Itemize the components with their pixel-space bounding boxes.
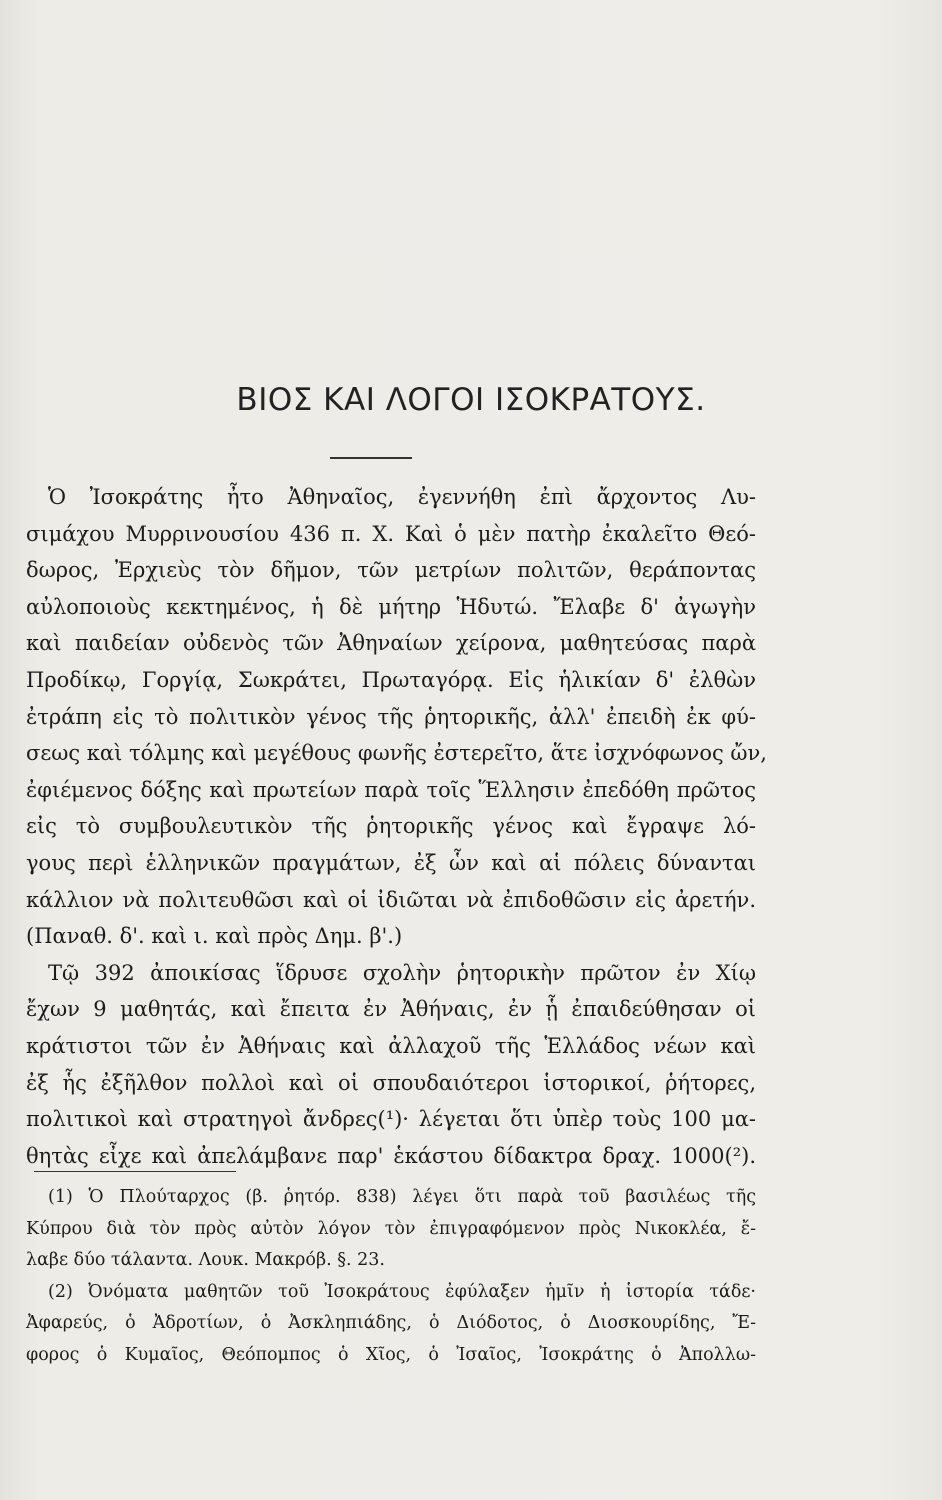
footnote-line: φορος ὁ Κυμαῖος, Θεόπομπος ὁ Χῖος, ὁ Ἰσαῖος, Ἰσοκράτης ὁ Ἀπολλω- <box>26 1344 756 1365</box>
text-line: Τῷ 392 ἀποικίσας ἵδρυσε σχολὴν ῥητορικὴν πρῶτον ἐν Χίῳ <box>48 960 756 985</box>
text-line: ἐφιέμενος δόξης καὶ πρωτείων παρὰ τοῖς Ἕλλησιν ἐπεδόθη πρῶτος <box>26 777 756 802</box>
text-line: ἔχων 9 μαθητάς, καὶ ἔπειτα ἐν Ἀθήναις, ἐν ᾗ ἐπαιδεύθησαν οἱ <box>26 997 756 1022</box>
footnotes <box>26 1182 756 1371</box>
footnote-line: Ἀφαρεύς, ὁ Ἀδροτίων, ὁ Ἀσκληπιάδης, ὁ Διόδοτος, ὁ Διοσκουρίδης, Ἔ- <box>26 1313 756 1333</box>
footnote-line: λαβε δύο τάλαντα. Λουκ. Μακρόβ. §. 23. <box>26 1250 385 1270</box>
footnote-line: (2) Ὀνόματα μαθητῶν τοῦ Ἰσοκράτους ἐφύλαξεν ἡμῖν ἡ ἱστορία τάδε· <box>48 1281 756 1302</box>
text-line: δωρος, Ἐρχιεὺς τὸν δῆμον, τῶν μετρίων πολιτῶν, θεράποντας <box>26 558 756 583</box>
text-line: θητὰς εἶχε καὶ ἀπελάμβανε παρ' ἑκάστου δίδακτρα δραχ. 1000(²). <box>26 1143 756 1168</box>
text-line: (Παναθ. δ'. καὶ ι. καὶ πρὸς Δημ. β'.) <box>26 924 403 949</box>
text-line: κράτιστοι τῶν ἐν Ἀθήναις καὶ ἀλλαχοῦ τῆς Ἑλλάδος νέων καὶ <box>26 1033 756 1058</box>
text-line: κάλλιον νὰ πολιτευθῶσι καὶ οἱ ἰδιῶται νὰ ἐπιδοθῶσιν εἰς ἀρετήν. <box>26 887 756 912</box>
chapter-title: ΒΙΟΣ ΚΑΙ ΛΟΓΟΙ ΙΣΟΚΡΑΤΟΥΣ. <box>236 382 706 418</box>
text-line: ἐτράπη εἰς τὸ πολιτικὸν γένος τῆς ῥητορικῆς, ἀλλ' ἐπειδὴ ἐκ φύ- <box>26 704 756 729</box>
text-line: καὶ παιδείαν οὐδενὸς τῶν Ἀθηναίων χείρονα, μαθητεύσας παρὰ <box>26 631 756 656</box>
text-line: σεως καὶ τόλμης καὶ μεγέθους φωνῆς ἐστερεῖτο, ἅτε ἰσχνόφωνος ὤν, <box>26 741 767 766</box>
text-line: γους περὶ ἑλληνικῶν πραγμάτων, ἐξ ὧν καὶ αἱ πόλεις δύνανται <box>26 850 756 875</box>
text-line: πολιτικοὶ καὶ στρατηγοὶ ἄνδρες(¹)· λέγεται ὅτι ὑπὲρ τοὺς 100 μα- <box>26 1107 756 1132</box>
main-text <box>26 479 767 1174</box>
title-divider <box>330 457 412 459</box>
text-line: εἰς τὸ συμβουλευτικὸν τῆς ῥητορικῆς γένος καὶ ἔγραψε λό- <box>26 814 756 839</box>
text-line: Προδίκῳ, Γοργίᾳ, Σωκράτει, Πρωταγόρᾳ. Εἰς ἡλικίαν δ' ἐλθὼν <box>26 667 756 692</box>
footnote-divider <box>34 1171 236 1172</box>
footnote-line: Κύπρου διὰ τὸν πρὸς αὐτὸν λόγον τὸν ἐπιγραφόμενον πρὸς Νικοκλέα, ἔ- <box>26 1218 756 1239</box>
text-line: ἐξ ἧς ἐξῆλθον πολλοὶ καὶ οἱ σπουδαιότεροι ἱστορικοί, ῥήτορες, <box>26 1070 756 1095</box>
text-line: σιμάχου Μυρρινουσίου 436 π. Χ. Καὶ ὁ μὲν πατὴρ ἐκαλεῖτο Θεό- <box>26 521 756 546</box>
text-line: αὐλοποιοὺς κεκτημένος, ἡ δὲ μήτηρ Ἡδυτώ. Ἔλαβε δ' ἀγωγὴν <box>26 594 756 619</box>
footnote-line: (1) Ὁ Πλούταρχος (β. ῥητόρ. 838) λέγει ὅτι παρὰ τοῦ βασιλέως τῆς <box>48 1187 756 1207</box>
text-line: Ὁ Ἰσοκράτης ἦτο Ἀθηναῖος, ἐγεννήθη ἐπὶ ἄρχοντος Λυ- <box>48 485 756 509</box>
